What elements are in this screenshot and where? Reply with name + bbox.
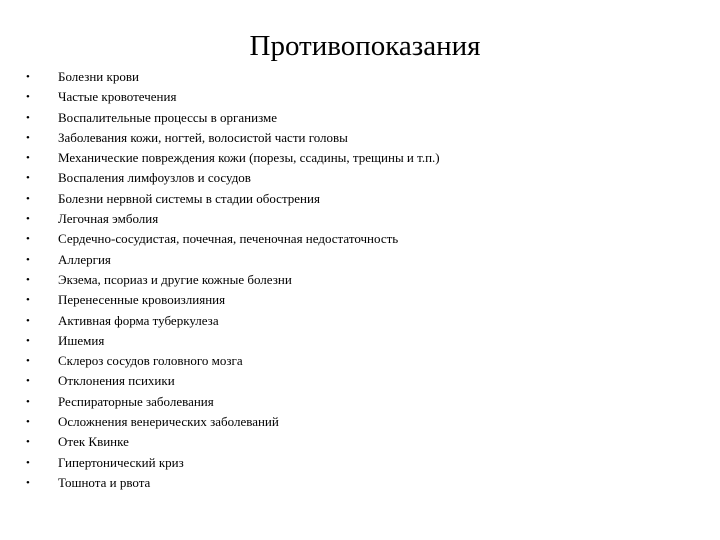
bullet-icon: • (26, 131, 30, 144)
bullet-icon: • (26, 476, 30, 489)
list-item-text: Отклонения психики (58, 373, 175, 389)
list-item-text: Сердечно-сосудистая, почечная, печеночная недостаточность (58, 231, 399, 247)
bullet-icon: • (26, 314, 30, 327)
list-item-text: Отек Квинке (58, 434, 129, 450)
list-item (26, 331, 706, 351)
list-item-text: Перенесенные кровоизлияния (58, 292, 226, 308)
list-item (26, 371, 706, 391)
bullet-icon: • (26, 91, 30, 104)
list-item (26, 250, 706, 270)
list-item (26, 351, 706, 371)
bullet-icon: • (26, 294, 30, 307)
list-item (26, 270, 706, 290)
list-item (26, 128, 706, 148)
list-item-text: Склероз сосудов головного мозга (58, 353, 243, 369)
list-item-text: Осложнения венерических заболеваний (58, 414, 279, 430)
bullet-icon: • (26, 334, 30, 347)
list-item-text: Легочная эмболия (58, 211, 159, 227)
list-item-text: Частые кровотечения (58, 89, 177, 105)
list-item (26, 209, 706, 229)
list-item (26, 392, 706, 412)
list-item (26, 453, 706, 473)
list-item-text: Гипертонический криз (58, 454, 184, 470)
list-item-text: Тошнота и рвота (58, 474, 151, 490)
bullet-icon: • (26, 253, 30, 266)
bullet-icon: • (26, 172, 30, 185)
list-item (26, 473, 706, 493)
bullet-icon: • (26, 273, 30, 286)
bullet-icon: • (26, 395, 30, 408)
bullet-icon: • (26, 111, 30, 124)
list-item-text: Болезни крови (58, 69, 139, 84)
list-item-text: Респираторные заболевания (58, 393, 214, 409)
bullet-icon: • (26, 233, 30, 246)
slide-title: Противопоказания (249, 30, 481, 62)
list-item (26, 108, 706, 128)
list-item-text: Механические повреждения кожи (порезы, ссадины, трещины и т.п.) (58, 150, 440, 166)
list-item (26, 290, 706, 310)
list-item-text: Аллергия (58, 251, 111, 267)
list-item-text: Активная форма туберкулеза (58, 312, 219, 328)
list-item-text: Заболевания кожи, ногтей, волосистой части головы (58, 129, 348, 145)
list-item-text: Болезни нервной системы в стадии обострения (58, 190, 320, 206)
bullet-icon: • (26, 456, 30, 469)
list-item (26, 311, 706, 331)
bullet-icon: • (26, 436, 30, 449)
list-item-text: Воспаления лимфоузлов и сосудов (58, 170, 251, 186)
bullet-icon: • (26, 213, 30, 226)
list-item (26, 412, 706, 432)
list-item (26, 432, 706, 452)
list-item (26, 87, 706, 107)
list-item-text: Воспалительные процессы в организме (58, 109, 278, 125)
list-item (26, 168, 706, 188)
bullet-icon: • (26, 192, 30, 205)
list-item (26, 189, 706, 209)
bullet-icon: • (26, 152, 30, 165)
bullet-icon: • (26, 71, 30, 83)
bullet-icon: • (26, 355, 30, 368)
list-item-text: Ишемия (58, 332, 105, 348)
bullet-icon: • (26, 416, 30, 429)
bullet-icon: • (26, 375, 30, 388)
contraindications-list (26, 67, 706, 493)
list-item (26, 229, 706, 249)
list-item (26, 148, 706, 168)
list-item-text: Экзема, псориаз и другие кожные болезни (58, 271, 292, 287)
list-item (26, 67, 706, 87)
